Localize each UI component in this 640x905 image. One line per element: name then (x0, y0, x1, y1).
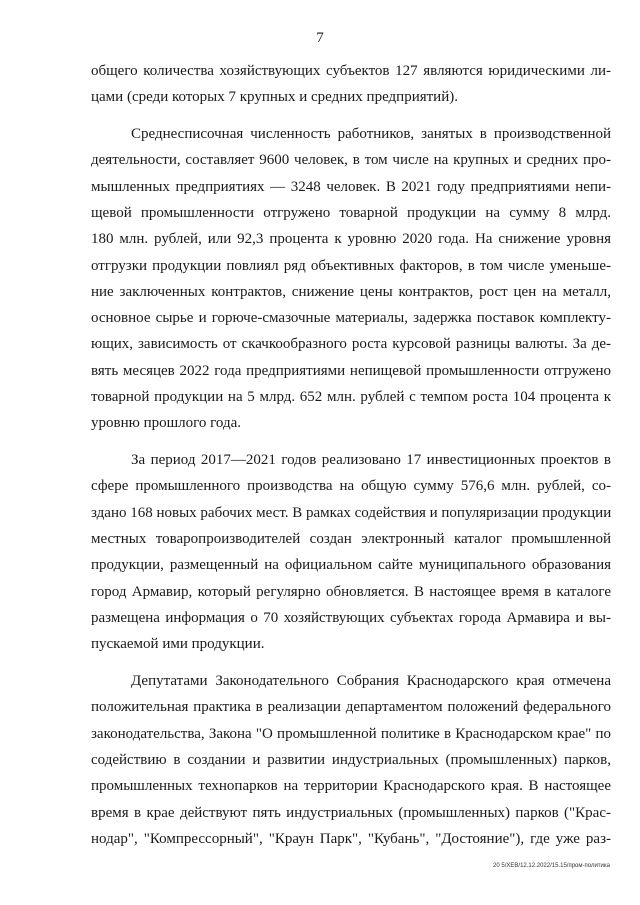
text-line: мышленных предприятиях — 3248 человек. В 2021 году предприятиями непи- (91, 178, 611, 195)
text-line: отгрузки продукции повлиял ряд объективных факторов, в том числе уменьше- (91, 257, 611, 274)
page-number: 7 (316, 30, 324, 46)
text-line: законодательства, Закона "О промышленной политике в Краснодарском крае" по (91, 725, 611, 742)
text-line: город Армавир, который регулярно обновляется. В настоящее время в каталоге (91, 583, 611, 600)
text-line: цами (среди которых 7 крупных и средних предприятий). (91, 89, 458, 106)
text-line: содействию в создании и развитии индустриальных (промышленных) парков, (91, 751, 611, 768)
text-line: товарной продукции на 5 млрд. 652 млн. рублей с темпом роста 104 процента к (91, 389, 611, 406)
text-line: деятельности, составляет 9600 человек, в том числе на крупных и средних про- (91, 152, 611, 169)
text-line: положительная практика в реализации департаментом положений федерального (91, 699, 611, 716)
text-line: Среднесписочная численность работников, занятых в производственной (131, 126, 611, 143)
text-line: 180 млн. рублей, или 92,3 процента к уровню 2020 года. На снижение уровня (91, 231, 611, 248)
text-line: сфере промышленного производства на общую сумму 576,6 млн. рублей, со- (91, 478, 611, 495)
text-line: нодар", "Компрессорный", "Краун Парк", "Кубань", "Достояние"), где уже раз- (91, 830, 611, 847)
paragraph (91, 121, 611, 437)
text-line: Депутатами Законодательного Собрания Краснодарского края отмечена (131, 673, 611, 690)
text-line: размещена информация о 70 хозяйствующих субъектах города Армавира и вы- (91, 609, 611, 626)
paragraph (91, 668, 611, 852)
text-line: За период 2017—2021 годов реализовано 17 инвестиционных проектов в (131, 452, 611, 469)
paragraph (91, 58, 611, 111)
text-line: здано 168 новых рабочих мест. В рамках содействия и популяризации продукции (91, 504, 612, 521)
body-text (91, 58, 611, 852)
text-line: вять месяцев 2022 года предприятиями непищевой промышленности отгружено (91, 362, 611, 379)
text-line: пускаемой ими продукции. (91, 636, 265, 653)
text-line: ние заключенных контрактов, снижение цены контрактов, рост цен на металл, (91, 283, 611, 300)
text-line: местных товаропроизводителей создан электронный каталог промышленной (91, 531, 611, 548)
text-line: общего количества хозяйствующих субъектов 127 являются юридическими ли- (91, 63, 611, 79)
text-line: продукции, размещенный на официальном сайте муниципального образования (91, 557, 611, 574)
paragraph (91, 447, 611, 657)
text-line: основное сырье и горюче-смазочные материалы, задержка поставок комплекту- (91, 310, 611, 327)
text-line: промышленных технопарков на территории Краснодарского края. В настоящее (91, 778, 611, 795)
text-line: ющих, зависимость от скачкообразного роста курсовой разницы валюты. За де- (91, 336, 611, 353)
text-line: щевой промышленности отгружено товарной продукции на сумму 8 млрд. (91, 204, 611, 221)
text-line: уровню прошлого года. (91, 415, 242, 432)
document-code: 20 5/ХЕВ/12.12.2022/15.15/пром-политика (493, 863, 610, 869)
text-line: время в крае действуют пять индустриальных (промышленных) парков ("Крас- (91, 804, 611, 821)
